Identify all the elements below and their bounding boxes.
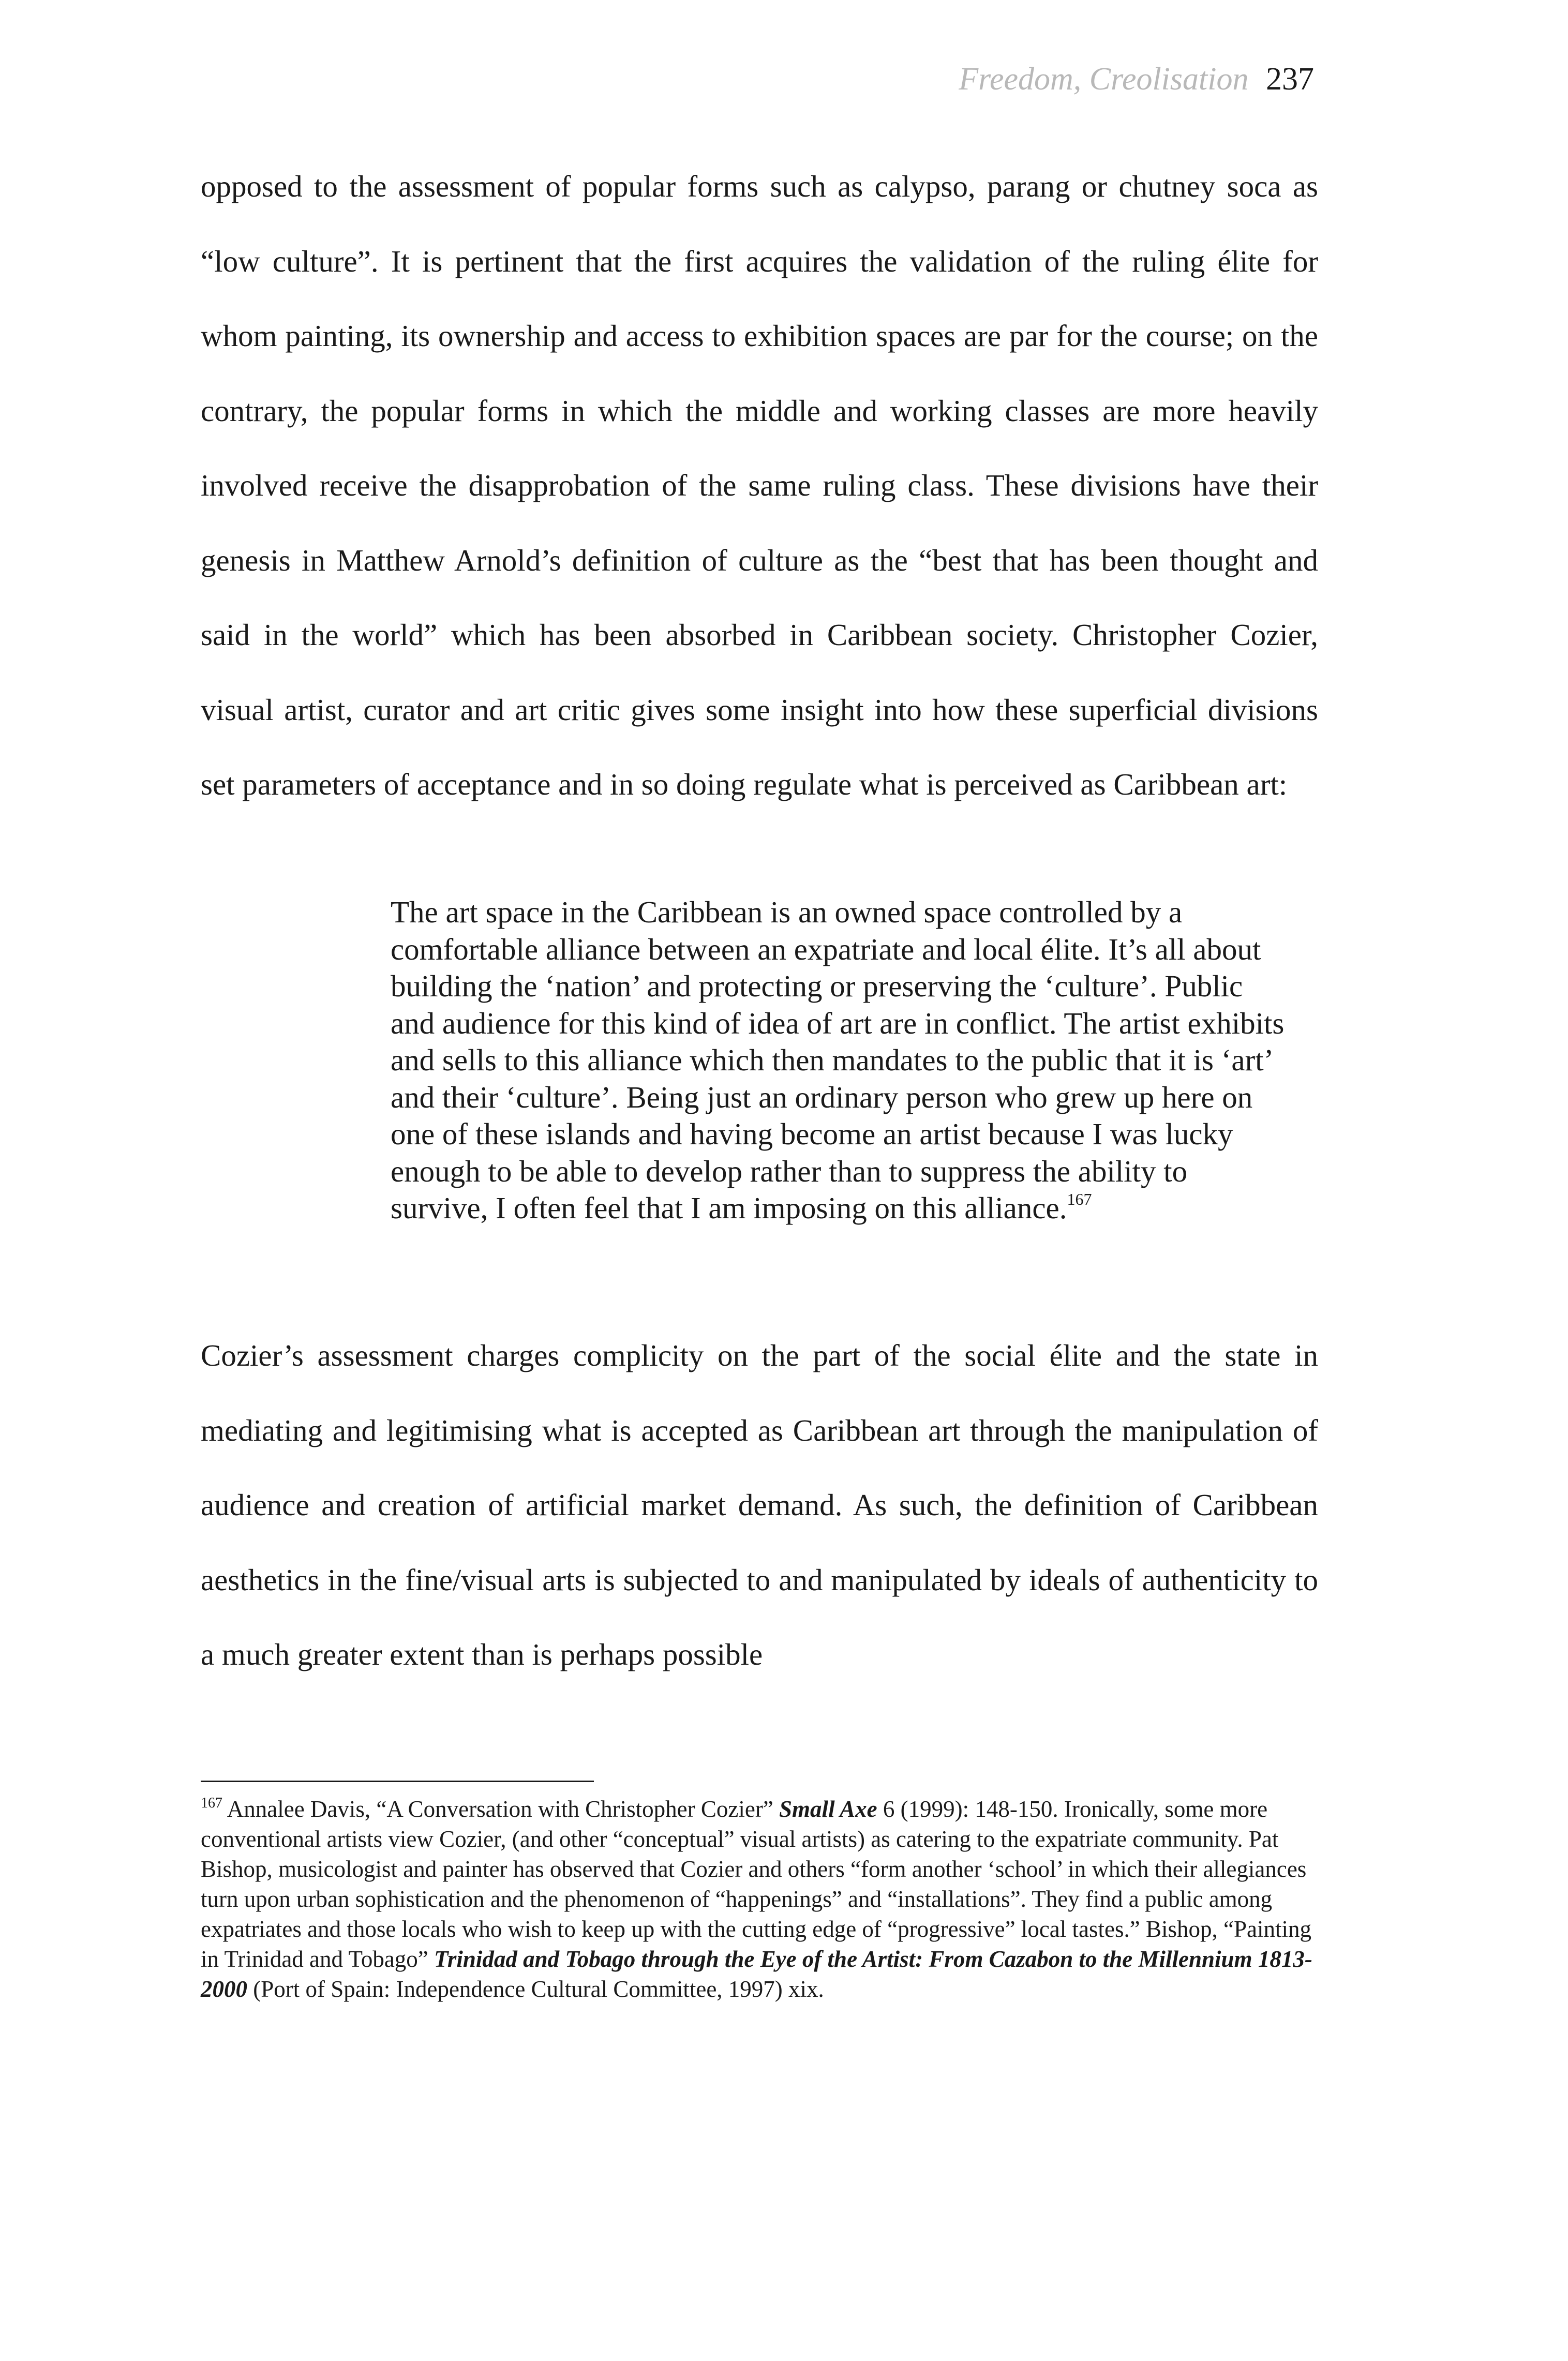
- footnote-text-2: 6 (1999): 148-150. Ironically, some more conventional artists view Cozier, (and other “conceptual” visual artists) as catering to the expatriate community. Pat Bishop, musicologist and painter has observed that Cozier and others “form another ‘school’ in which their allegiances turn upon urban sophistication and the phenomenon of “happenings” and “installations”. They find a public among expatriates and those locals who wish to keep up with the cutting edge of “progressive” local tastes.” Bishop, “Painting in Trinidad and Tobago”: [201, 1796, 1311, 1972]
- footnote-divider: [201, 1781, 594, 1782]
- footnote-book-title: Trinidad and Tobago through the Eye of the Artist: From Cazabon to the Millennium 1813-2000: [201, 1946, 1312, 2002]
- footnote-text-1: Annalee Davis, “A Conversation with Christopher Cozier”: [222, 1796, 780, 1822]
- block-quote-text: The art space in the Caribbean is an owned space controlled by a comfortable alliance between an expatriate and local élite. It’s all about building the ‘nation’ and protecting or preserving the ‘culture’. Public and audience for this kind of idea of art are in conflict. The artist exhibits and sells to this alliance which then mandates to the public that it is ‘art’ and their ‘culture’. Being just an ordinary person who grew up here on one of these islands and having become an artist because I was lucky enough to be able to develop rather than to suppress the ability to survive, I often feel that I am imposing on this alliance.: [391, 895, 1285, 1225]
- footnote-reference[interactable]: 167: [1067, 1190, 1092, 1208]
- running-head: [926, 61, 1314, 98]
- body-paragraph-2: Cozier’s assessment charges complicity on the part of the social élite and the state in mediating and legitimising what is accepted as Caribbean art through the manipulation of audience and creation of artificial market demand. As such, the definition of Caribbean aesthetics in the fine/visual arts is subjected to and manipulated by ideals of authenticity to a much greater extent than is perhaps possible: [201, 1338, 1318, 1671]
- footnote-text-3: (Port of Spain: Independence Cultural Committee, 1997) xix.: [247, 1976, 824, 2002]
- footnote: [201, 1794, 1318, 2004]
- body-paragraph-1: opposed to the assessment of popular forms such as calypso, parang or chutney soca as “low culture”. It is pertinent that the first acquires the validation of the ruling élite for whom painting, its ownership and access to exhibition spaces are par for the course; on the contrary, the popular forms in which the middle and working classes are more heavily involved receive the disapprobation of the same ruling class. These divisions have their genesis in Matthew Arnold’s definition of culture as the “best that has been thought and said in the world” which has been absorbed in Caribbean society. Christopher Cozier, visual artist, curator and art critic gives some insight into how these superficial divisions set parameters of acceptance and in so doing regulate what is perceived as Caribbean art:: [201, 169, 1318, 801]
- block-quote: [391, 894, 1286, 1227]
- footnote-journal-title: Small Axe: [779, 1796, 877, 1822]
- running-head-title: Freedom, Creolisation: [959, 62, 1249, 97]
- footnote-number: 167: [201, 1795, 222, 1811]
- page-number: 237: [1266, 62, 1314, 97]
